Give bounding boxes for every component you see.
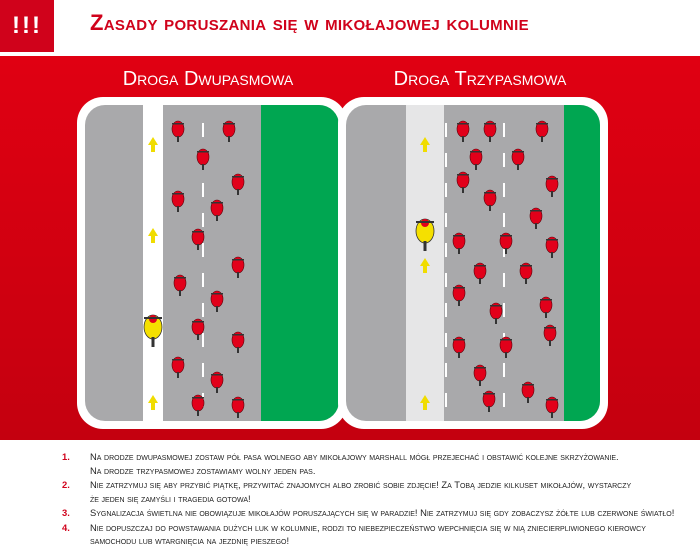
motorcycle-icon <box>470 149 482 170</box>
motorcycle-icon <box>211 200 223 221</box>
motorcycle-icon <box>546 397 558 418</box>
motorcycle-icon <box>232 174 244 195</box>
rule-item <box>62 450 692 477</box>
rule-item <box>62 506 692 520</box>
santa-bikers <box>172 121 244 418</box>
rule-text: Nie zatrzymuj się aby przybić piątkę, przywitać znajomych albo zrobić sobie zdjęcie! Za Tobą jedzie kilkuset mikołajów, wystarczy <box>90 479 632 490</box>
motorcycle-icon <box>232 397 244 418</box>
motorcycle-icon <box>457 172 469 193</box>
three-lane-road <box>346 105 600 421</box>
motorcycle-icon <box>232 332 244 353</box>
motorcycle-icon <box>546 176 558 197</box>
grass-verge <box>261 105 339 421</box>
motorcycle-icon <box>457 121 469 142</box>
three-lane-road-diagram <box>346 105 600 421</box>
rule-number: 4. <box>62 521 70 533</box>
rule-item <box>62 478 692 505</box>
rule-text: że jeden się zamyśli i tragedia gotowa! <box>90 492 251 504</box>
motorcycle-icon <box>453 337 465 358</box>
motorcycle-icon <box>474 263 486 284</box>
rules-list <box>62 450 692 549</box>
motorcycle-icon <box>544 325 556 346</box>
motorcycle-icon <box>453 233 465 254</box>
rule-number: 2. <box>62 479 70 490</box>
road-title-three-lane: Droga Trzypasmowa <box>393 68 567 90</box>
motorcycle-icon <box>172 191 184 212</box>
motorcycle-icon <box>211 291 223 312</box>
motorcycle-icon <box>192 395 204 416</box>
rule-number: 1. <box>62 451 70 462</box>
motorcycle-icon <box>484 190 496 211</box>
two-lane-road <box>85 105 339 421</box>
motorcycle-icon <box>232 257 244 278</box>
motorcycle-icon <box>500 337 512 358</box>
rule-item <box>62 521 692 548</box>
motorcycle-icon <box>490 303 502 324</box>
santa-bikers <box>453 121 558 418</box>
motorcycle-icon <box>520 263 532 284</box>
motorcycle-icon <box>172 121 184 142</box>
rule-text: Na drodze trzypasmowej zostawiamy wolny jeden pas. <box>90 464 316 476</box>
motorcycle-icon <box>211 372 223 393</box>
motorcycle-icon <box>522 382 534 403</box>
motorcycle-icon <box>197 149 209 170</box>
motorcycle-icon <box>536 121 548 142</box>
rule-number: 3. <box>62 507 70 518</box>
rule-text: samochodu lub wtargnięcia na jezdnię pieszego! <box>90 535 290 546</box>
header <box>0 0 700 52</box>
two-lane-road-panel <box>77 97 347 429</box>
grass-verge <box>564 105 600 421</box>
motorcycle-icon <box>172 357 184 378</box>
rule-text: Na drodze dwupasmowej zostaw pół pasa wolnego aby mikołajowy marshall mógł przejechać i obstawić kolejne skrzyżowanie. <box>90 451 619 462</box>
rule-text: Sygnalizacja świetlna nie obowiązuje mikołajów poruszających się w paradzie! Nie zatrzymuj się gdy zobaczysz żółte lub czerwone światło! <box>90 507 675 518</box>
motorcycle-icon <box>530 208 542 229</box>
free-half-lane <box>143 105 163 421</box>
three-lane-road-panel <box>338 97 608 429</box>
warning-badge: !!! <box>0 0 54 52</box>
motorcycle-icon <box>453 285 465 306</box>
motorcycle-icon <box>512 149 524 170</box>
motorcycle-icon <box>546 237 558 258</box>
motorcycle-icon <box>483 391 495 412</box>
two-lane-road-diagram <box>85 105 339 421</box>
motorcycle-icon <box>174 275 186 296</box>
motorcycle-icon <box>223 121 235 142</box>
motorcycle-icon <box>474 365 486 386</box>
motorcycle-icon <box>500 233 512 254</box>
motorcycle-icon <box>540 297 552 318</box>
road-title-two-lane: Droga Dwupasmowa <box>122 68 294 90</box>
rule-text: Nie dopuszczaj do powstawania dużych luk w kolumnie, rodzi to niebezpieczeństwo wepchnięcia się w nią zniecierpliwionego kierowcy <box>90 521 646 533</box>
motorcycle-icon <box>484 121 496 142</box>
page-title: Zasady poruszania się w mikołajowej kolumnie <box>90 10 529 35</box>
